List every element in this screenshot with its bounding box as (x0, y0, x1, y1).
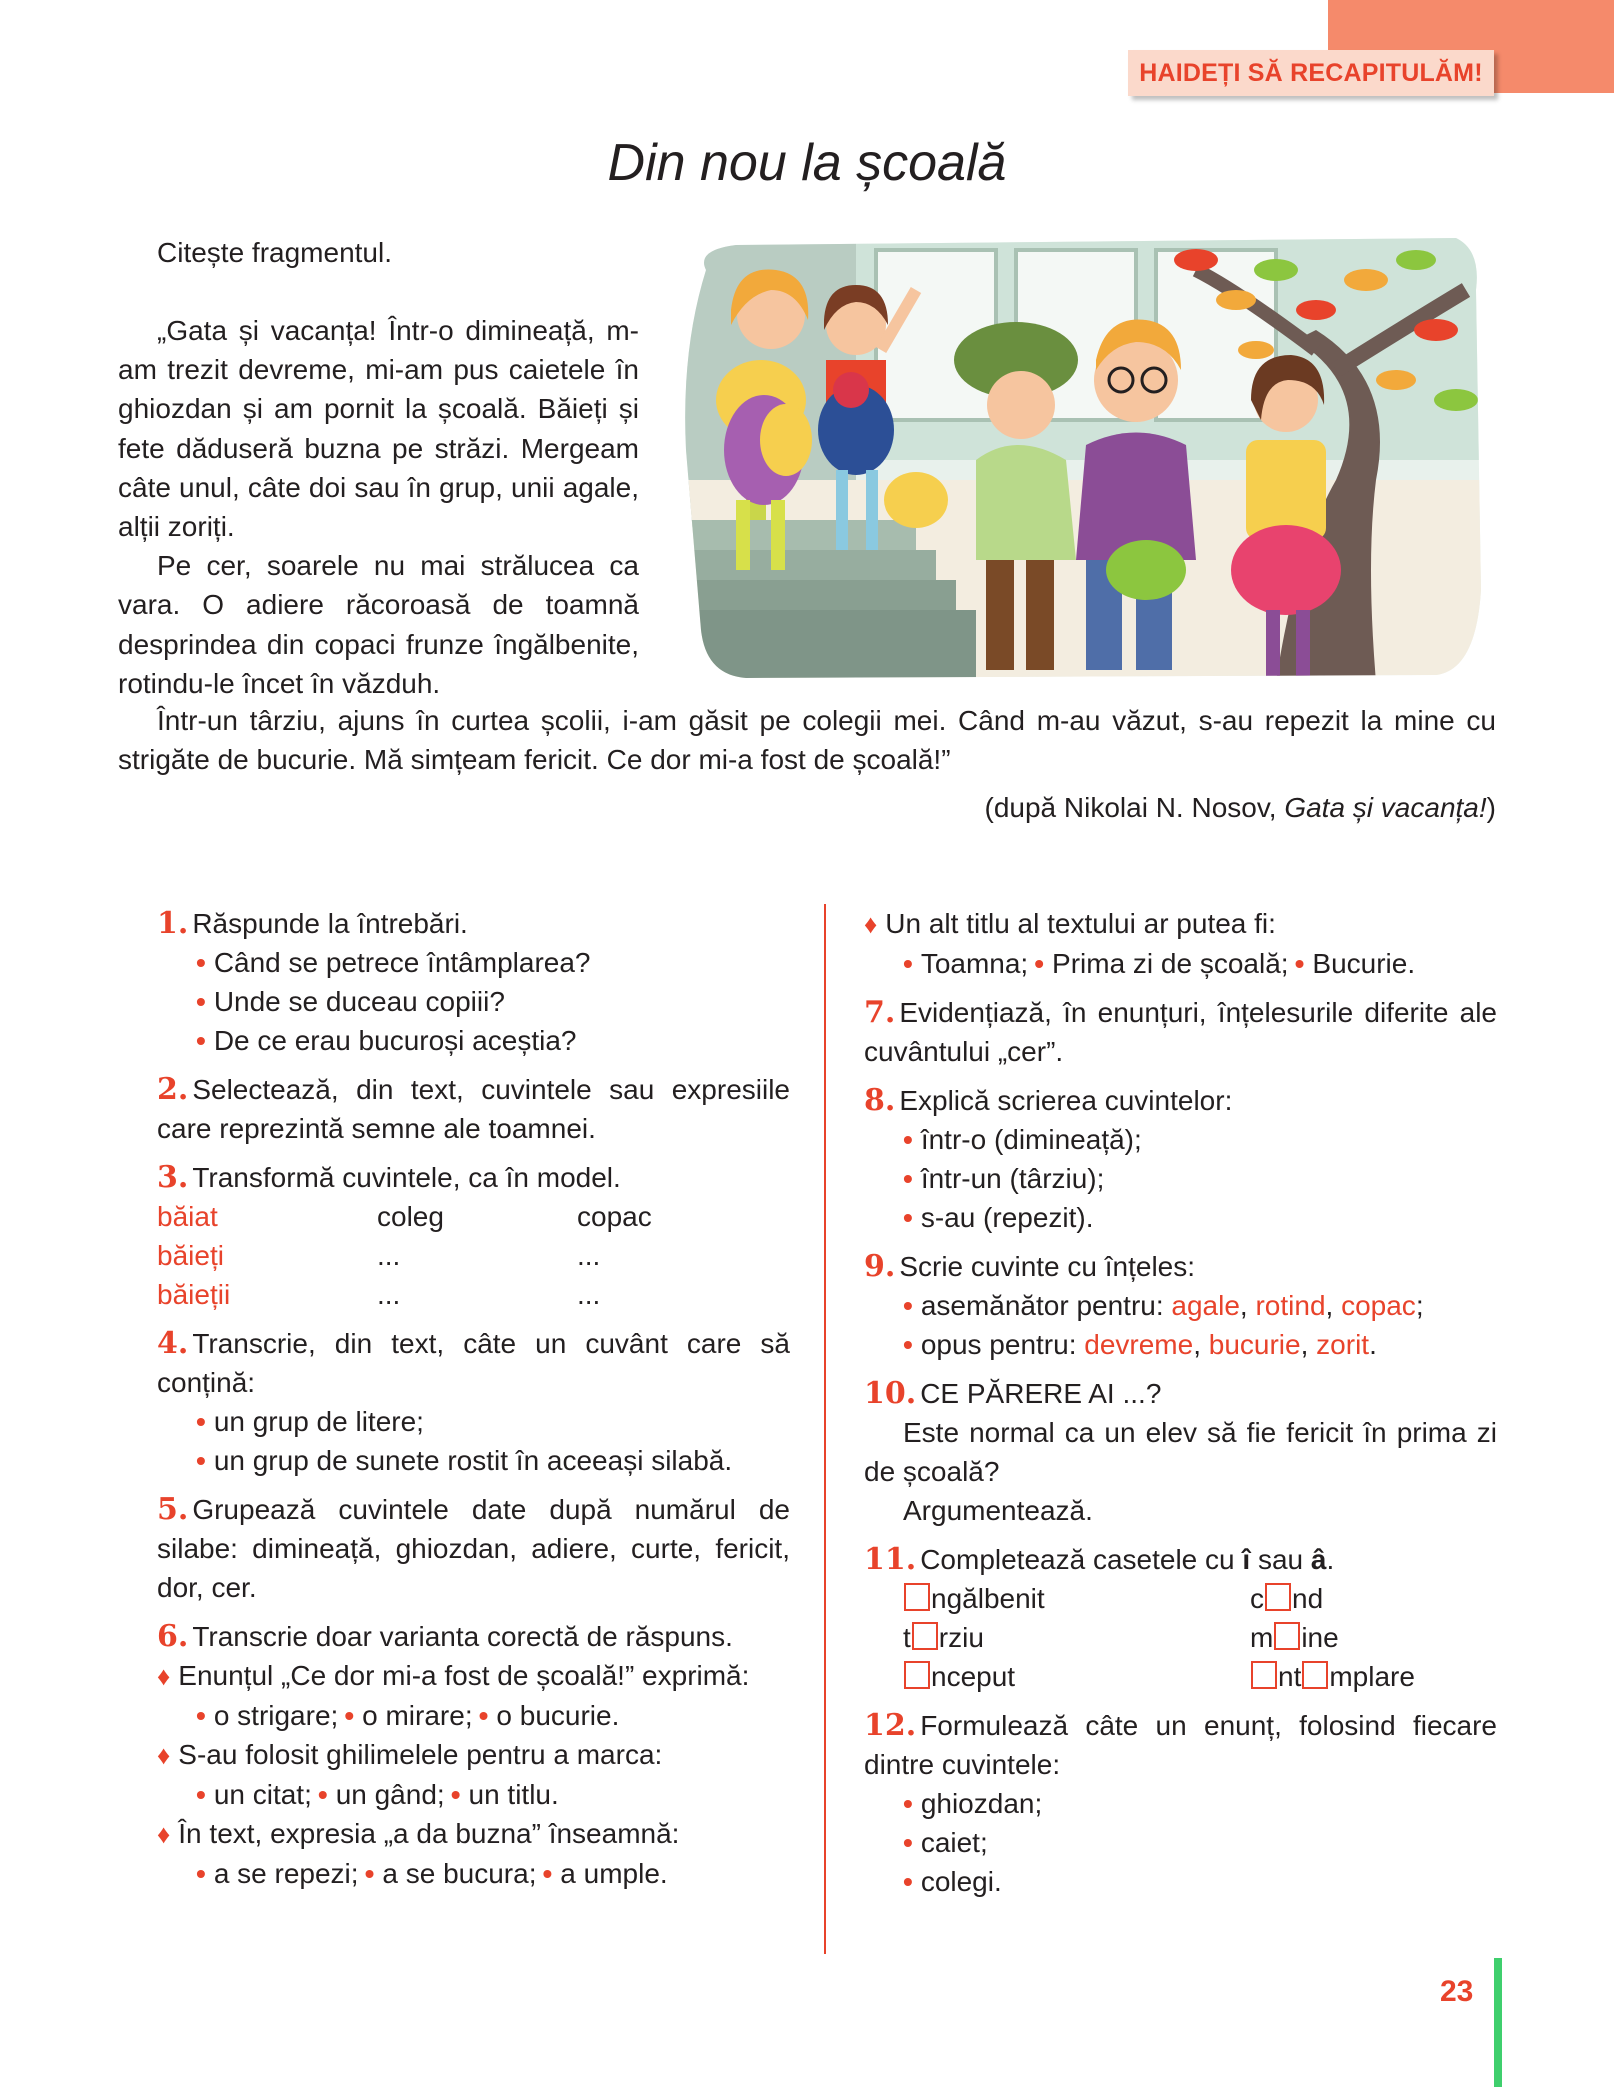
exercise-text: Explică scrierea cuvintelor: (899, 1085, 1233, 1116)
fill-word (903, 1657, 1250, 1696)
exercises-left-column (157, 904, 790, 1903)
exercise-5 (157, 1490, 790, 1607)
option-text: un titlu. (468, 1779, 559, 1810)
exercise-number: 10. (864, 1376, 917, 1411)
multiple-choice-question (157, 1735, 790, 1775)
exercise-text: Selectează, din text, cuvintele sau expresiile care reprezintă semne ale toamnei. (157, 1074, 790, 1144)
exercise-heading (864, 1247, 1497, 1286)
word-part: nt (1278, 1661, 1302, 1692)
fill-word (903, 1579, 1250, 1618)
word-part: rziu (938, 1622, 984, 1653)
exercise-number: 11. (864, 1542, 917, 1577)
word-part: mplare (1329, 1661, 1415, 1692)
word-part: m (1250, 1622, 1274, 1653)
diamond-icon: ♦ (864, 909, 878, 939)
page-number: 23 (1440, 1975, 1474, 2008)
exercise-6-continued (864, 904, 1497, 983)
answer-box[interactable] (1302, 1661, 1328, 1689)
multiple-choice-question (157, 1656, 790, 1696)
model-word: băiat (157, 1201, 218, 1232)
exercise-text: sau (1250, 1544, 1311, 1575)
option-text: un gând; (335, 1779, 445, 1810)
list-item: • s-au (repezit). (903, 1202, 1094, 1233)
option-text: Toamna; (920, 948, 1029, 979)
option-text: o strigare; (213, 1700, 339, 1731)
reading-paragraph: Pe cer, soarele nu mai strălucea ca vara. O adiere răcoroasă de toamnă desprindea din copaci frunze îngălbenite, rotindu-le încet în văzduh. (118, 550, 639, 699)
list-item: • caiet; (903, 1827, 988, 1858)
section-badge: HAIDEȚI SĂ RECAPITULĂM! (1128, 50, 1494, 96)
diamond-icon: ♦ (157, 1819, 171, 1849)
exercise-text: Evidențiază, în enunțuri, înțelesurile diferite ale cuvântului „cer”. (864, 997, 1497, 1067)
option-text: a se repezi; (213, 1858, 359, 1889)
answer-box[interactable] (1265, 1583, 1291, 1611)
exercise-4 (157, 1324, 790, 1480)
exercise-heading (157, 1070, 790, 1148)
answer-box[interactable] (904, 1661, 930, 1689)
highlighted-word: bucurie (1208, 1329, 1301, 1360)
letter-option: â (1310, 1544, 1327, 1575)
list-item: • într-o (dimineață); (903, 1124, 1142, 1155)
page-title: Din nou la școală (607, 134, 1007, 192)
exercise-3 (157, 1158, 790, 1314)
option-text: Prima zi de școală; (1052, 948, 1289, 979)
list-item: • Unde se duceau copiii? (196, 986, 505, 1017)
exercise-text: Transcrie, din text, câte un cuvânt care să conțină: (157, 1328, 790, 1398)
answer-options: • un citat; • un gând; • un titlu. (196, 1779, 559, 1810)
option-text: a se bucura; (382, 1858, 537, 1889)
item-text: un grup de litere; (213, 1406, 424, 1437)
exercise-number: 2. (157, 1072, 189, 1107)
exercise-number: 8. (864, 1083, 896, 1118)
exercise-number: 5. (157, 1492, 189, 1527)
item-label: opus pentru: (920, 1329, 1085, 1360)
model-word: băieți (157, 1240, 224, 1271)
diamond-icon: ♦ (157, 1740, 171, 1770)
item-text: caiet; (920, 1827, 988, 1858)
column-divider (824, 904, 826, 1954)
fill-word (903, 1618, 1250, 1657)
answer-box[interactable] (912, 1622, 938, 1650)
word-cell: ... (577, 1279, 601, 1310)
reading-text-bottom (118, 701, 1496, 779)
word-table (157, 1197, 790, 1314)
exercise-text: Grupează cuvintele date după numărul de silabe: dimineață, ghiozdan, adiere, curte, fericit, dor, cer. (157, 1494, 790, 1603)
exercise-1 (157, 904, 790, 1060)
exercise-10 (864, 1374, 1497, 1530)
highlighted-word: agale (1171, 1290, 1240, 1321)
question-text: Când se petrece întâmplarea? (213, 947, 591, 978)
exercise-heading (864, 1706, 1497, 1784)
answer-options: • Toamna; • Prima zi de școală; • Bucurie. (903, 948, 1416, 979)
exercise-12 (864, 1706, 1497, 1901)
word-cell: copac (577, 1201, 652, 1232)
exercise-heading (157, 1158, 790, 1197)
exercise-heading (864, 993, 1497, 1071)
reading-instruction: Citește fragmentul. (157, 237, 392, 268)
exercise-number: 3. (157, 1160, 189, 1195)
multiple-choice-question (157, 1814, 790, 1854)
word-part: nceput (931, 1661, 1016, 1692)
list-item: • ghiozdan; (903, 1788, 1043, 1819)
fill-in-words (864, 1579, 1497, 1696)
word-cell: coleg (377, 1201, 444, 1232)
item-text: s-au (repezit). (920, 1202, 1094, 1233)
word-part: ngălbenit (931, 1583, 1045, 1614)
exercise-11 (864, 1540, 1497, 1696)
exercise-text: Transcrie doar varianta corectă de răspuns. (192, 1621, 733, 1652)
exercise-text: Formulează câte un enunț, folosind fiecare dintre cuvintele: (864, 1710, 1497, 1780)
exercise-text: Răspunde la întrebări. (192, 908, 468, 939)
list-item: • asemănător pentru: agale, rotind, copac; (903, 1290, 1424, 1321)
multiple-choice-question (864, 904, 1497, 944)
option-text: Bucurie. (1312, 948, 1416, 979)
list-item: • un grup de litere; (196, 1406, 424, 1437)
item-text: un grup de sunete rostit în aceeași silabă. (213, 1445, 733, 1476)
reading-text-top (118, 311, 639, 703)
question-text: S-au folosit ghilimelele pentru a marca: (178, 1739, 663, 1770)
highlighted-word: zorit (1316, 1329, 1370, 1360)
fill-word (1250, 1657, 1530, 1696)
word-cell: ... (377, 1279, 401, 1310)
item-text: într-o (dimineață); (920, 1124, 1142, 1155)
exercise-text: Scrie cuvinte cu înțeles: (899, 1251, 1196, 1282)
fill-word (1250, 1618, 1530, 1657)
exercise-heading (864, 1081, 1497, 1120)
source-suffix: ) (1486, 792, 1496, 823)
word-cell: ... (377, 1240, 401, 1271)
question-text: De ce erau bucuroși aceștia? (213, 1025, 577, 1056)
answer-box[interactable] (1251, 1661, 1277, 1689)
option-text: o bucurie. (496, 1700, 620, 1731)
diamond-icon: ♦ (157, 1661, 171, 1691)
reading-paragraph: Într-un târziu, ajuns în curtea școlii, i-am găsit pe colegii mei. Când m-au văzut, s-au repezit la mine cu strigăte de bucurie. Mă simțeam fericit. Ce dor mi-a fost de școală!” (118, 705, 1496, 776)
list-item: • într-un (târziu); (903, 1163, 1105, 1194)
list-item: • Când se petrece întâmplarea? (196, 947, 591, 978)
option-text: un citat; (213, 1779, 312, 1810)
answer-box[interactable] (1274, 1622, 1300, 1650)
exercise-6 (157, 1617, 790, 1893)
exercises-right-column (864, 904, 1497, 1911)
exercise-2 (157, 1070, 790, 1148)
exercise-question: Este normal ca un elev să fie fericit în prima zi de școală? (864, 1417, 1497, 1487)
fill-word (1250, 1579, 1530, 1618)
illustration-children-school (676, 230, 1486, 682)
word-part: nd (1292, 1583, 1324, 1614)
exercise-heading (157, 1490, 790, 1607)
source-prefix: (după Nikolai N. Nosov, (984, 792, 1285, 823)
exercise-number: 4. (157, 1326, 189, 1361)
option-text: o mirare; (362, 1700, 473, 1731)
source-title: Gata și vacanța! (1284, 792, 1487, 823)
exercise-number: 7. (864, 995, 896, 1030)
exercise-number: 12. (864, 1708, 917, 1743)
word-part: t (903, 1622, 911, 1653)
item-text: colegi. (920, 1866, 1002, 1897)
exercise-task: Argumentează. (903, 1495, 1093, 1526)
model-word: băieții (157, 1279, 231, 1310)
word-part: ine (1301, 1622, 1339, 1653)
answer-box[interactable] (904, 1583, 930, 1611)
highlighted-word: copac (1341, 1290, 1416, 1321)
exercise-text: Transformă cuvintele, ca în model. (192, 1162, 621, 1193)
option-text: a umple. (560, 1858, 668, 1889)
answer-options: • o strigare; • o mirare; • o bucurie. (196, 1700, 620, 1731)
word-part: c (1250, 1583, 1264, 1614)
exercise-7 (864, 993, 1497, 1071)
highlighted-word: devreme (1084, 1329, 1194, 1360)
answer-options: • a se repezi; • a se bucura; • a umple. (196, 1858, 668, 1889)
exercise-text: . (1326, 1544, 1335, 1575)
exercise-heading (157, 1324, 790, 1402)
exercise-number: 6. (157, 1619, 189, 1654)
highlighted-word: rotind (1255, 1290, 1326, 1321)
exercise-heading (864, 1540, 1497, 1579)
list-item: • colegi. (903, 1866, 1002, 1897)
question-text: Enunțul „Ce dor mi-a fost de școală!” exprimă: (178, 1660, 750, 1691)
page-number-bar (1494, 1958, 1502, 2087)
exercise-heading (864, 1374, 1497, 1413)
question-text: Un alt titlu al textului ar putea fi: (885, 908, 1276, 939)
list-item: • De ce erau bucuroși aceștia? (196, 1025, 577, 1056)
exercise-9 (864, 1247, 1497, 1364)
exercise-8 (864, 1081, 1497, 1237)
item-label: asemănător pentru: (920, 1290, 1172, 1321)
reading-paragraph: „Gata și vacanța! Într-o dimineață, m-am trezit devreme, mi-am pus caietele în ghiozdan și am pornit la școală. Băieți și fete dăduseră buzna pe străzi. Mergeam câte unul, câte doi sau în grup, unii agale, alții zoriți. (118, 315, 639, 543)
item-text: într-un (târziu); (920, 1163, 1105, 1194)
exercise-heading (157, 1617, 790, 1656)
question-text: În text, expresia „a da buzna” înseamnă: (178, 1818, 680, 1849)
exercise-text: CE PĂRERE AI ...? (920, 1378, 1162, 1409)
exercise-heading (157, 904, 790, 943)
exercise-text: Completează casetele cu (920, 1544, 1243, 1575)
letter-option: î (1242, 1544, 1251, 1575)
word-cell: ... (577, 1240, 601, 1271)
question-text: Unde se duceau copiii? (213, 986, 505, 1017)
exercise-number: 1. (157, 906, 189, 941)
reading-source (985, 792, 1497, 824)
list-item: • opus pentru: devreme, bucurie, zorit. (903, 1329, 1377, 1360)
list-item: • un grup de sunete rostit în aceeași silabă. (196, 1445, 733, 1476)
item-text: ghiozdan; (920, 1788, 1043, 1819)
exercise-number: 9. (864, 1249, 896, 1284)
